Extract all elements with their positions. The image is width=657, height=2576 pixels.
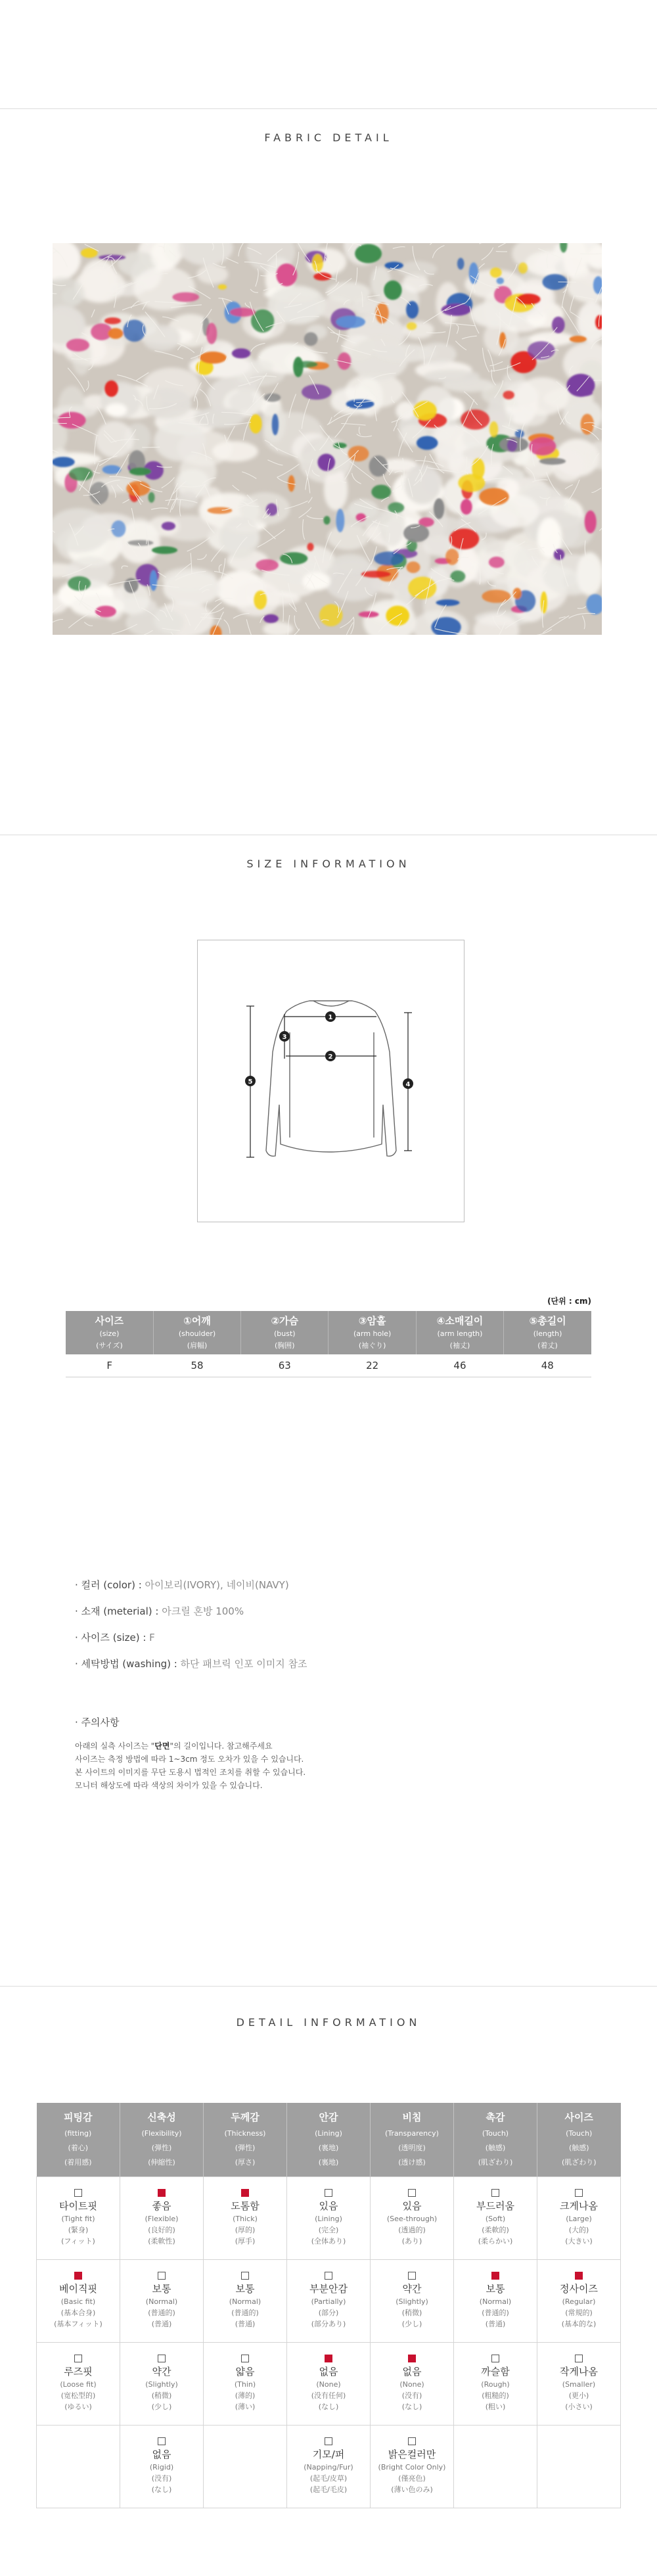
checkbox-unchecked — [491, 2189, 499, 2197]
checkbox-unchecked — [74, 2355, 82, 2362]
option-label-ja: (稍微) — [151, 2391, 172, 2400]
option-label-ja: (没有任何) — [311, 2391, 346, 2400]
option-label-en: (Bright Color Only) — [378, 2463, 446, 2472]
option-label-en: (Soft) — [485, 2215, 506, 2223]
notice-line-3: 본 사이트의 이미지를 무단 도용시 법적인 조치를 취할 수 있습니다. — [75, 1768, 306, 1777]
option-label-en: (Normal) — [145, 2297, 178, 2306]
size-col-header — [241, 1311, 328, 1354]
option-label-en: (See-through) — [386, 2215, 438, 2223]
spec-value: 아이보리(IVORY), 네이비(NAVY) — [145, 1579, 289, 1591]
option-label-en: (Lining) — [315, 2215, 342, 2223]
option-label-ja: (稍微) — [401, 2309, 422, 2317]
checkbox-unchecked — [575, 2355, 583, 2362]
option-label-en: (Normal) — [479, 2297, 512, 2306]
detail-col-header-en: (Flexibility) — [141, 2129, 182, 2138]
detail-col-header — [37, 2103, 120, 2176]
size-table — [66, 1311, 591, 1377]
size-table-header-row — [66, 1311, 591, 1354]
option-label-jp2: (なし) — [318, 2403, 339, 2411]
option-label-ja: (宽松型的) — [60, 2391, 96, 2400]
option-label-jp2: (なし) — [401, 2403, 422, 2411]
option-label-jp2: (起毛/毛皮) — [309, 2485, 348, 2494]
svg-text:2: 2 — [328, 1053, 333, 1061]
option-label-ko: 밝은컬러만 — [388, 2449, 436, 2460]
option-label-ko: 약간 — [402, 2283, 422, 2295]
detail-option-cell — [37, 2259, 120, 2342]
detail-col-header-ja: (透明度) — [398, 2144, 426, 2152]
size-information-title: SIZE INFORMATION — [246, 858, 411, 870]
detail-option-cell — [287, 2259, 371, 2342]
option-label-jp2: (全体あり) — [311, 2237, 346, 2245]
checkbox-unchecked — [408, 2272, 416, 2280]
option-label-en: (Regular) — [562, 2297, 596, 2306]
detail-option-cell — [37, 2176, 120, 2259]
option-label-jp2: (薄い) — [235, 2403, 256, 2411]
spec-row — [75, 1624, 307, 1651]
detail-col-header-ja: (触感) — [568, 2144, 589, 2152]
option-label-en: (Thick) — [233, 2215, 258, 2223]
detail-option-cell — [537, 2259, 621, 2342]
size-col-header — [328, 1311, 416, 1354]
top-divider — [0, 108, 657, 109]
detail-option-cell — [371, 2342, 454, 2425]
option-label-jp2: (ゆるい) — [64, 2403, 92, 2411]
detail-option-cell — [371, 2425, 454, 2508]
detail-option-cell — [120, 2259, 204, 2342]
detail-option-cell — [537, 2176, 621, 2259]
detail-table-header-row — [37, 2103, 621, 2176]
size-col-header — [153, 1311, 240, 1354]
detail-option-cell — [204, 2176, 287, 2259]
detail-table-row — [37, 2176, 621, 2259]
option-label-jp2: (普通) — [151, 2320, 172, 2328]
fabric-detail-title: FABRIC DETAIL — [264, 131, 393, 144]
size-col-header — [416, 1311, 503, 1354]
checkbox-unchecked — [325, 2437, 332, 2445]
option-label-en: (Slightly) — [396, 2297, 428, 2306]
notice-line-2: 사이즈는 측정 방법에 따라 1~3cm 정도 오차가 있을 수 있습니다. — [75, 1755, 304, 1764]
spec-row — [75, 1598, 307, 1624]
detail-option-cell — [371, 2176, 454, 2259]
option-label-en: (None) — [399, 2380, 424, 2389]
size-cell: 22 — [328, 1354, 416, 1377]
checkbox-checked — [491, 2272, 499, 2280]
spec-label: · 세탁방법 (washing) : — [75, 1658, 181, 1670]
option-label-ko: 보통 — [235, 2283, 255, 2295]
option-label-ko: 타이트핏 — [59, 2200, 97, 2212]
option-label-ko: 좋음 — [152, 2200, 171, 2212]
spec-value: 하단 패브릭 인포 이미지 참조 — [180, 1658, 307, 1670]
option-label-jp2: (フィット) — [61, 2237, 95, 2245]
option-label-ja: (普通的) — [482, 2309, 509, 2317]
size-col-header-ko: ⑤총길이 — [529, 1315, 566, 1327]
option-label-ko: 까슬함 — [481, 2366, 510, 2378]
size-cell: 58 — [153, 1354, 240, 1377]
option-label-en: (Normal) — [229, 2297, 261, 2306]
size-col-header-ja: (着丈) — [537, 1341, 558, 1350]
checkbox-unchecked — [241, 2355, 249, 2362]
detail-option-cell — [204, 2425, 287, 2508]
svg-text:4: 4 — [405, 1081, 411, 1088]
checkbox-unchecked — [325, 2272, 332, 2280]
detail-col-header-jp2: (肌ざわり) — [478, 2158, 513, 2167]
size-col-header-ko: ①어깨 — [183, 1315, 211, 1327]
option-label-en: (Napping/Fur) — [304, 2463, 353, 2472]
size-col-header-en: (size) — [99, 1329, 120, 1338]
detail-col-header-ja: (着心) — [68, 2144, 89, 2152]
spec-row — [75, 1572, 307, 1598]
option-label-jp2: (少し) — [401, 2320, 422, 2328]
option-label-ja: (僅亮色) — [398, 2474, 426, 2483]
option-label-jp2: (あり) — [401, 2237, 422, 2245]
option-label-ja: (普通的) — [148, 2309, 175, 2317]
detail-option-cell — [287, 2342, 371, 2425]
size-col-header-en: (bust) — [274, 1329, 296, 1338]
notice-emphasis: 단면 — [154, 1741, 170, 1751]
option-label-jp2: (基本的な) — [561, 2320, 597, 2328]
size-measurement-diagram — [197, 940, 464, 1222]
detail-col-header-en: (Lining) — [315, 2129, 342, 2138]
checkbox-unchecked — [408, 2437, 416, 2445]
option-label-en: (Large) — [566, 2215, 592, 2223]
checkbox-unchecked — [74, 2189, 82, 2197]
checkbox-checked — [575, 2272, 583, 2280]
option-label-ko: 베이직핏 — [59, 2283, 97, 2295]
detail-col-header — [371, 2103, 454, 2176]
option-label-ja: (柔軟的) — [482, 2226, 509, 2234]
option-label-ko: 부분안감 — [309, 2283, 348, 2295]
option-label-ja: (起毛/皮草) — [309, 2474, 348, 2483]
detail-col-header-ja: (裏地) — [318, 2144, 339, 2152]
detail-col-header-en: (Touch) — [566, 2129, 593, 2138]
detail-option-cell — [120, 2342, 204, 2425]
size-col-header-en: (length) — [533, 1329, 562, 1338]
option-label-ja: (普通的) — [231, 2309, 259, 2317]
size-col-header-ja: (サイズ) — [96, 1341, 123, 1350]
size-cell: 63 — [241, 1354, 328, 1377]
option-label-ko: 보통 — [486, 2283, 505, 2295]
option-label-ko: 약간 — [152, 2366, 171, 2378]
option-label-en: (Loose fit) — [60, 2380, 97, 2389]
detail-option-cell — [204, 2342, 287, 2425]
option-label-jp2: (なし) — [151, 2485, 172, 2494]
detail-col-header — [454, 2103, 537, 2176]
size-table-row — [66, 1354, 591, 1377]
option-label-jp2: (普通) — [235, 2320, 256, 2328]
option-label-ko: 정사이즈 — [560, 2283, 598, 2295]
option-label-ja: (完全) — [318, 2226, 339, 2234]
option-label-ja: (部分) — [318, 2309, 339, 2317]
detail-option-cell — [537, 2342, 621, 2425]
option-label-ko: 있음 — [319, 2200, 338, 2212]
option-label-en: (Rigid) — [149, 2463, 174, 2472]
size-col-header-ja: (袖ぐり) — [358, 1341, 386, 1350]
detail-col-header-ja: (弾性) — [235, 2144, 256, 2152]
option-label-ko: 얇음 — [235, 2366, 255, 2378]
option-label-ko: 기모/퍼 — [312, 2449, 345, 2460]
detail-col-header-jp2: (着用感) — [64, 2158, 92, 2167]
notice-line-4: 모니터 해상도에 따라 색상의 차이가 있을 수 있습니다. — [75, 1781, 263, 1790]
option-label-jp2: (厚手) — [235, 2237, 256, 2245]
size-col-header-en: (arm hole) — [353, 1329, 392, 1338]
detail-col-header-en: (Touch) — [482, 2129, 509, 2138]
size-col-header-ja: (袖丈) — [449, 1341, 470, 1350]
option-label-en: (Flexible) — [145, 2215, 179, 2223]
notice-title: · 주의사항 — [75, 1716, 120, 1728]
checkbox-checked — [158, 2189, 166, 2197]
spec-label: · 사이즈 (size) : — [75, 1632, 150, 1644]
option-label-ja: (基本合身) — [60, 2309, 96, 2317]
detail-col-header — [537, 2103, 621, 2176]
spec-label: · 컬러 (color) : — [75, 1579, 145, 1591]
detail-table-row — [37, 2425, 621, 2508]
detail-col-header-jp2: (伸縮性) — [148, 2158, 175, 2167]
detail-table-row — [37, 2342, 621, 2425]
option-label-ko: 도톰함 — [231, 2200, 260, 2212]
detail-col-header-ko: 안감 — [319, 2111, 338, 2123]
size-cell: 48 — [504, 1354, 591, 1377]
option-label-en: (Thin) — [234, 2380, 256, 2389]
detail-option-cell — [287, 2425, 371, 2508]
option-label-ja: (没有) — [401, 2391, 422, 2400]
mid-divider-2 — [0, 1986, 657, 1987]
option-label-jp2: (小さい) — [565, 2403, 593, 2411]
detail-col-header-ko: 촉감 — [486, 2111, 505, 2123]
checkbox-unchecked — [491, 2355, 499, 2362]
checkbox-checked — [74, 2272, 82, 2280]
detail-col-header — [204, 2103, 287, 2176]
detail-option-cell — [454, 2259, 537, 2342]
size-unit-label: (단위 : cm) — [547, 1297, 591, 1306]
detail-col-header-ja: (弾性) — [151, 2144, 172, 2152]
checkbox-unchecked — [241, 2272, 249, 2280]
svg-text:3: 3 — [282, 1034, 287, 1041]
option-label-ja: (厚的) — [235, 2226, 256, 2234]
detail-col-header-ko: 사이즈 — [564, 2111, 593, 2123]
option-label-en: (Smaller) — [562, 2380, 596, 2389]
option-label-ko: 없음 — [402, 2366, 422, 2378]
detail-option-cell — [454, 2176, 537, 2259]
detail-col-header-jp2: (裏地) — [318, 2158, 339, 2167]
option-label-jp2: (普通) — [485, 2320, 506, 2328]
size-col-header-en: (arm length) — [437, 1329, 483, 1338]
option-label-jp2: (薄い色のみ) — [391, 2485, 433, 2494]
size-col-header-ko: ②가슴 — [271, 1315, 299, 1327]
size-col-header — [66, 1311, 153, 1354]
detail-col-header — [287, 2103, 371, 2176]
detail-option-cell — [287, 2176, 371, 2259]
option-label-ja: (薄的) — [235, 2391, 256, 2400]
detail-option-cell — [37, 2425, 120, 2508]
detail-col-header-ja: (触感) — [485, 2144, 506, 2152]
option-label-en: (Slightly) — [145, 2380, 178, 2389]
product-spec-list — [75, 1572, 307, 1677]
option-label-ja: (良好的) — [148, 2226, 175, 2234]
option-label-jp2: (柔軟性) — [148, 2237, 175, 2245]
detail-table-row — [37, 2259, 621, 2342]
size-col-header-en: (shoulder) — [178, 1329, 216, 1338]
detail-option-cell — [120, 2425, 204, 2508]
detail-col-header-en: (fitting) — [64, 2129, 92, 2138]
svg-text:5: 5 — [248, 1078, 253, 1086]
sweater-outline-illustration — [198, 940, 464, 1222]
detail-col-header-ko: 신축성 — [147, 2111, 176, 2123]
spec-row — [75, 1651, 307, 1677]
detail-option-cell — [371, 2259, 454, 2342]
size-col-header-ja: (胸囲) — [275, 1341, 295, 1350]
detail-option-cell — [454, 2342, 537, 2425]
size-cell: 46 — [416, 1354, 503, 1377]
detail-option-cell — [454, 2425, 537, 2508]
checkbox-unchecked — [158, 2272, 166, 2280]
option-label-ko: 루즈핏 — [64, 2366, 93, 2378]
detail-col-header-en: (Transparency) — [385, 2129, 439, 2138]
svg-text:1: 1 — [328, 1014, 333, 1021]
option-label-jp2: (部分あり) — [311, 2320, 346, 2328]
size-col-header-ko: 사이즈 — [95, 1315, 124, 1327]
checkbox-unchecked — [158, 2355, 166, 2362]
option-label-en: (None) — [316, 2380, 341, 2389]
checkbox-checked — [408, 2355, 416, 2362]
detail-option-cell — [204, 2259, 287, 2342]
option-label-ja: (没有) — [151, 2474, 172, 2483]
detail-col-header-jp2: (透け感) — [398, 2158, 426, 2167]
option-label-jp2: (粗い) — [485, 2403, 506, 2411]
detail-option-cell — [120, 2176, 204, 2259]
spec-label: · 소재 (meterial) : — [75, 1605, 162, 1617]
notice-line-1: 아래의 실측 사이즈는 "단면"의 길이입니다. 참고해주세요 — [75, 1741, 273, 1751]
option-label-en: (Rough) — [481, 2380, 510, 2389]
notice-section — [75, 1715, 306, 1792]
size-col-header — [504, 1311, 591, 1354]
option-label-ko: 크게나옴 — [560, 2200, 598, 2212]
option-label-jp2: (大きい) — [565, 2237, 593, 2245]
option-label-ko: 있음 — [402, 2200, 422, 2212]
option-label-ko: 없음 — [152, 2449, 171, 2460]
detail-col-header — [120, 2103, 204, 2176]
option-label-en: (Basic fit) — [60, 2297, 96, 2306]
option-label-ja: (更小) — [568, 2391, 589, 2400]
detail-col-header-ko: 비침 — [402, 2111, 422, 2123]
option-label-ja: (粗糙的) — [482, 2391, 509, 2400]
detail-col-header-jp2: (厚さ) — [235, 2158, 256, 2167]
checkbox-checked — [325, 2355, 332, 2362]
option-label-ko: 부드러움 — [476, 2200, 514, 2212]
option-label-en: (Tight fit) — [61, 2215, 95, 2223]
option-label-ko: 작게나옴 — [560, 2366, 598, 2378]
checkbox-unchecked — [408, 2189, 416, 2197]
size-col-header-ko: ③암홀 — [358, 1315, 386, 1327]
checkbox-unchecked — [158, 2437, 166, 2445]
size-col-header-ko: ④소매길이 — [436, 1315, 484, 1327]
option-label-ja: (大的) — [568, 2226, 589, 2234]
detail-information-title: DETAIL INFORMATION — [236, 2016, 421, 2029]
size-col-header-ja: (肩幅) — [187, 1341, 208, 1350]
option-label-ja: (透過的) — [398, 2226, 426, 2234]
detail-information-table — [36, 2103, 621, 2508]
checkbox-checked — [241, 2189, 249, 2197]
spec-value: F — [149, 1632, 155, 1644]
detail-option-cell — [537, 2425, 621, 2508]
option-label-ja: (常規的) — [565, 2309, 593, 2317]
checkbox-unchecked — [575, 2189, 583, 2197]
option-label-en: (Partially) — [311, 2297, 346, 2306]
option-label-jp2: (基本フィット) — [54, 2320, 102, 2328]
option-label-ko: 없음 — [319, 2366, 338, 2378]
detail-col-header-ko: 피팅감 — [64, 2111, 93, 2123]
detail-col-header-ko: 두께감 — [231, 2111, 260, 2123]
detail-col-header-en: (Thickness) — [224, 2129, 266, 2138]
detail-col-header-jp2: (肌ざわり) — [561, 2158, 597, 2167]
option-label-ja: (緊身) — [68, 2226, 89, 2234]
detail-option-cell — [37, 2342, 120, 2425]
option-label-jp2: (柔らかい) — [478, 2237, 513, 2245]
fabric-photo — [53, 243, 602, 635]
spec-value: 아크릴 혼방 100% — [162, 1605, 244, 1617]
checkbox-unchecked — [325, 2189, 332, 2197]
option-label-jp2: (少し) — [151, 2403, 172, 2411]
size-cell: F — [66, 1354, 153, 1377]
option-label-ko: 보통 — [152, 2283, 171, 2295]
